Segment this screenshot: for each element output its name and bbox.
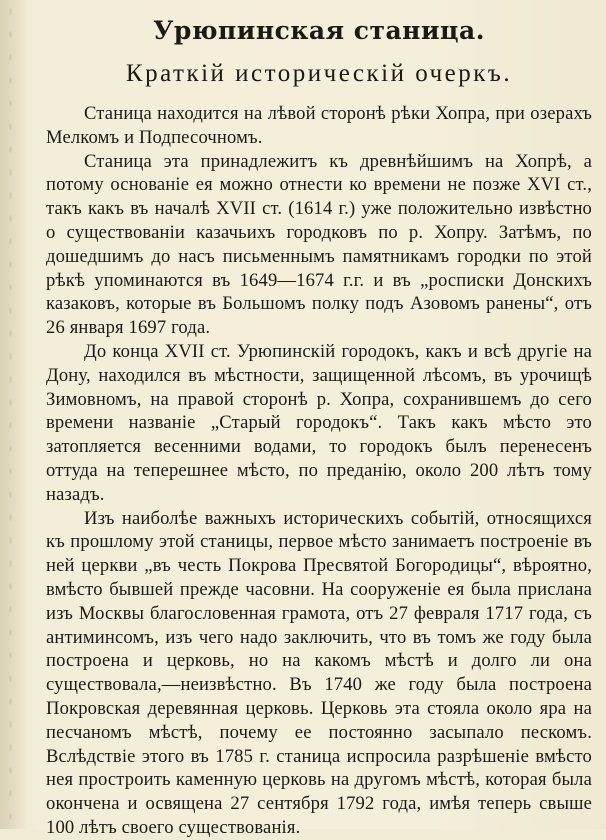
paragraph-old-town: До конца XVII ст. Урюпинскій городокъ, какъ и всѣ другіе на Дону, находился въ мѣстности, защищенной лѣсомъ, въ урочищѣ Зимовномъ, на правой сторонѣ р. Хопра, сохранившемъ до сего времени названіе „Старый городокъ“. Такъ какъ мѣсто это затопляется весенними водами, то городокъ былъ перенесенъ оттуда на теперешнее мѣсто, по преданію, около 200 лѣтъ тому назадъ. (46, 340, 592, 505)
document-title: Урюпинская станица. (153, 16, 485, 45)
page-edge-bleed (6, 0, 16, 829)
paragraph-origin: Станица эта принадлежитъ къ древнѣйшимъ на Хопрѣ, а потому основаніе ея можно отнести ко времени не позже XVI ст., такъ какъ въ началѣ XVII ст. (1614 г.) уже положительно извѣстно о существованіи казачьихъ городковъ по р. Хопру. Затѣмъ, по дошедшимъ до насъ письменнымъ памятникамъ городки по этой рѣкѣ упоминаются въ 1649—1674 г.г. и въ „росписки Донскихъ казаковъ, которые въ Большомъ полку подъ Азовомъ ранены“, отъ 26 января 1697 года. (46, 150, 592, 339)
paragraph-location: Станица находится на лѣвой сторонѣ рѣки Хопра, при озерахъ Мелкомъ и Подпесочномъ. (46, 103, 592, 148)
paragraph-church-history: Изъ наиболѣе важныхъ историческихъ событій, относящихся къ прошлому этой станицы, первое мѣсто занимаетъ построеніе въ ней церкви „въ честь Покрова Пресвятой Богородицы“, вѣроятно, вмѣсто бывшей прежде часовни. На сооруженіе ея была прислана изъ Москвы благословенная грамота, отъ 27 февраля 1717 года, съ антиминсомъ, изъ чего надо заключить, что въ томъ же году была построена и церковь, но на какомъ мѣстѣ и долго ли она существовала,—неизвѣстно. Въ 1740 же году была построена Покровская деревянная церковь. Церковь эта стояла около яра на песчаномъ мѣстѣ, почему ее постоянно засыпало пескомъ. Вслѣдствіе этого въ 1785 г. станица испросила разрѣшеніе вмѣсто нея простроить каменную церковь на другомъ мѣстѣ, которая была окончена и освящена 27 сентября 1792 года, имѣя теперь свыше 100 лѣтъ своего существованія. (46, 507, 592, 838)
document-subtitle: Краткій историческій очеркъ. (125, 60, 513, 87)
